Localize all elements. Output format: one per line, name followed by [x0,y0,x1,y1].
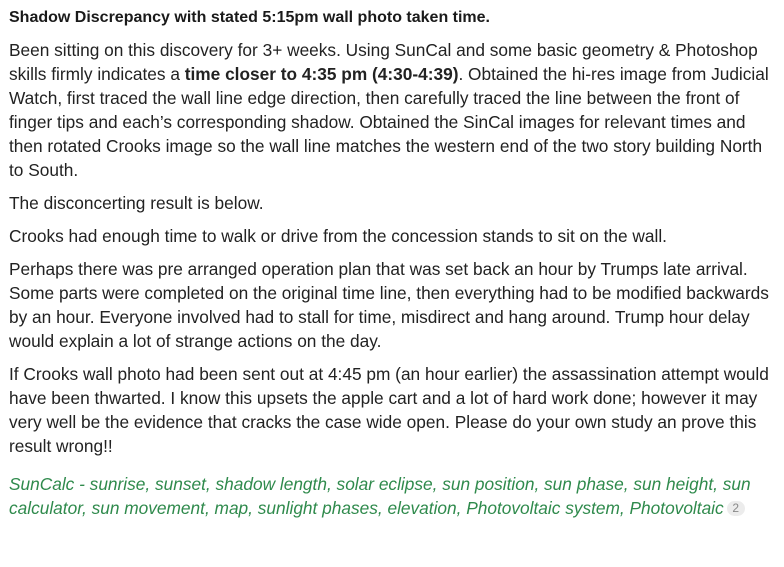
highlighted-time-range: time closer to 4:35 pm (4:30-4:39) [184,64,459,84]
suncalc-link-paragraph [9,472,776,520]
link-click-count-badge: 2 [727,501,745,516]
paragraph-operation-plan: Perhaps there was pre arranged operation plan that was set back an hour by Trumps late arrival. Some parts were completed on the original time line, then everything had to be modified backwards by an hour. Everyone involved had to stall for time, misdirect and hang around. Trump hour delay would explain a lot of strange actions on the day. [9,259,769,351]
paragraph-result: The disconcerting result is below. [9,193,264,213]
paragraph-discovery-text-end: . Obtained the hi-res image from Judicial Watch, first traced the wall line edge direction, then carefully traced the line between the front of finger tips and each’s corresponding shadow. Obtained the SinCal images for relevant times and then rotated Crooks image so the wall line matches the western end of the two story building North to South. [9,64,769,180]
paragraph-crooks-time: Crooks had enough time to walk or drive from the concession stands to sit on the wall. [9,226,667,246]
paragraph-discovery [9,38,776,182]
paragraph-wall-photo: If Crooks wall photo had been sent out at 4:45 pm (an hour earlier) the assassination attempt would have been thwarted. I know this upsets the apple cart and a lot of hard work done; however it may very well be the evidence that cracks the case wide open. Please do your own study an prove this result wrong!! [9,364,769,456]
suncalc-link[interactable]: SunCalc - sunrise, sunset, shadow length, solar eclipse, sun position, sun phase, sun height, sun calculator, sun movement, map, sunlight phases, elevation, Photovoltaic system, Photovoltaic [9,474,751,518]
paragraph-discovery-text-start: Been sitting on this discovery for 3+ weeks. Using SunCal and some basic geometry & Photoshop skills firmly indicates a [9,40,758,84]
post-title: Shadow Discrepancy with stated 5:15pm wall photo taken time. [9,9,490,26]
